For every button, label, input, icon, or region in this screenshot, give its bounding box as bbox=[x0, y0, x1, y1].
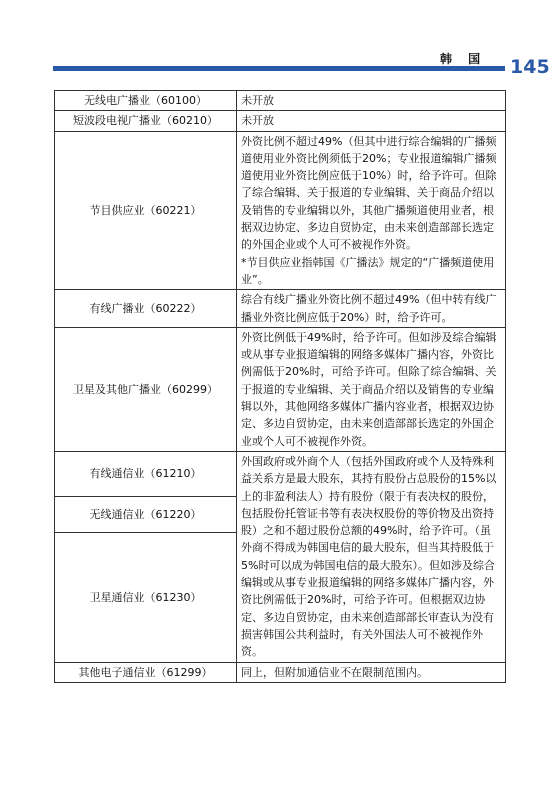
table-row bbox=[55, 290, 506, 328]
policy-text: 外资比例不超过49%（但其中进行综合编辑的广播频道使用业外资比例须低于20%；专业报道编辑广播频道使用业外资比例应低于10%）时，给予许可。但除了综合编辑、关于报道的专业编辑、关于商品介绍以及销售的专业编辑以外，其他广播频道使用业者，根据双边协定、多边自贸协定，由未来创造部部长选定的外国企业或个人可不被视作外资。 bbox=[241, 134, 497, 252]
policy-text: 同上，但附加通信业不在限制范围内。 bbox=[241, 665, 428, 679]
policy-cell bbox=[237, 111, 506, 131]
policy-cell bbox=[237, 451, 506, 662]
table-row bbox=[55, 131, 506, 290]
policy-cell bbox=[237, 290, 506, 328]
sector-cell: 无线电广播业（60100） bbox=[55, 91, 237, 111]
page-number: 145 bbox=[510, 56, 550, 78]
sector-cell: 卫星通信业（61230） bbox=[55, 532, 237, 662]
policy-footnote: *节目供应业指韩国《广播法》规定的“广播频道使用业”。 bbox=[241, 255, 495, 286]
sector-cell: 有线通信业（61210） bbox=[55, 451, 237, 496]
policy-cell bbox=[237, 327, 506, 451]
policy-text: 外国政府或外商个人（包括外国政府或个人及特殊利益关系方是最大股东，其持有股份占总股份的15%以上的非盈利法人）持有股份（限于有表决权的股份，包括股份托管证书等有表决权股份的等价物及出资持股）之和不超过股份总额的49%时，给予许可。（虽外商不得成为韩国电信的最大股东，但当其持股低于5%时可以成为韩国电信的最大股东）。但如涉及综合编辑或从事专业报道编辑的网络多媒体广播内容，外资比例需低于20%时，可给予许可。但根据双边协定、多边自贸协定，由未来创造部部长审查认为没有损害韩国公共利益时，有关外国法人可不被视作外资。 bbox=[241, 454, 497, 659]
table-row bbox=[55, 327, 506, 451]
header-title: 韩 国 bbox=[440, 52, 487, 66]
policy-text: 未开放 bbox=[241, 94, 274, 107]
table-row bbox=[55, 111, 506, 131]
sector-cell: 无线通信业（61220） bbox=[55, 496, 237, 532]
sector-cell: 有线广播业（60222） bbox=[55, 290, 237, 328]
policy-cell bbox=[237, 91, 506, 111]
policy-cell bbox=[237, 662, 506, 682]
restriction-table bbox=[54, 90, 506, 683]
table-row bbox=[55, 662, 506, 682]
sector-cell: 卫星及其他广播业（60299） bbox=[55, 327, 237, 451]
sector-cell: 其他电子通信业（61299） bbox=[55, 662, 237, 682]
policy-text: 外资比例低于49%时，给予许可。但如涉及综合编辑或从事专业报道编辑的网络多媒体广播内容，外资比例需低于20%时，可给予许可。但除了综合编辑、关于报道的专业编辑、关于商品介绍以及销售的专业编辑以外，其他网络多媒体广播内容业者，根据双边协定、多边自贸协定，由未来创造部部长选定的外国企业或个人可不被视作外资。 bbox=[241, 330, 497, 448]
header-rule bbox=[53, 66, 505, 71]
sector-cell: 短波段电视广播业（60210） bbox=[55, 111, 237, 131]
table-row bbox=[55, 451, 506, 496]
table-row bbox=[55, 91, 506, 111]
sector-cell: 节目供应业（60221） bbox=[55, 131, 237, 290]
policy-cell bbox=[237, 131, 506, 290]
policy-text: 综合有线广播业外资比例不超过49%（但中转有线广播业外资比例应低于20%）时，给予许可。 bbox=[241, 293, 497, 324]
policy-text: 未开放 bbox=[241, 114, 274, 128]
